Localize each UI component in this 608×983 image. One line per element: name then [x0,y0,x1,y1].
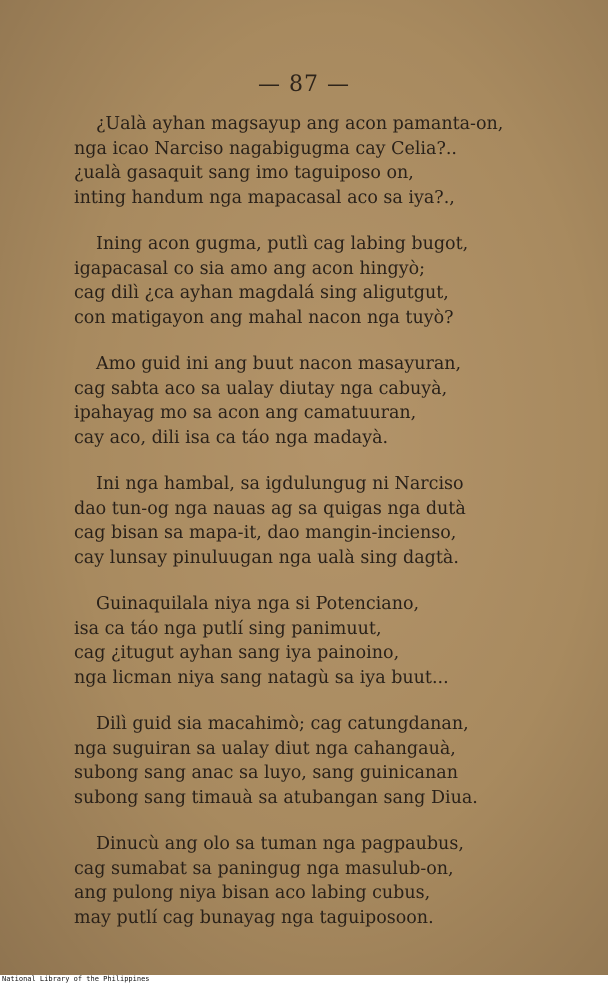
stanza-2 [74,232,554,330]
poem-line: dao tun-og nga nauas ag sa quigas nga dutà [74,498,466,519]
stanza-7 [74,832,554,930]
poem-line: isa ca táo nga putlí sing panimuut, [74,618,382,639]
poem-line: inting handum nga mapacasal aco sa iya?., [74,187,455,208]
poem-line: nga suguiran sa ualay diut nga cahangauà, [74,738,456,759]
poem-line: nga icao Narciso nagabigugma cay Celia?.. [74,138,457,159]
poem-line: ang pulong niya bisan aco labing cubus, [74,883,431,903]
poem-line: Ining acon gugma, putlì cag labing bugot, [96,234,469,254]
poem [74,112,554,952]
poem-line: Amo guid ini ang buut nacon masayuran, [96,354,462,374]
poem-line: cay aco, dili isa ca táo nga madayà. [74,427,389,448]
poem-line: cag bisan sa mapa-it, dao mangin-incienso, [74,523,457,543]
page-number: — 87 — [258,72,350,97]
poem-line: cag ¿itugut ayhan sang iya painoino, [74,643,400,663]
poem-line: cag dilì ¿ca ayhan magdalá sing aligutgut, [74,283,449,303]
poem-line: ¿ualà gasaquit sang imo taguiposo on, [74,163,414,183]
poem-line: con matigayon ang mahal nacon nga tuyò? [74,307,454,328]
poem-line: may putlí cag bunayag nga taguiposoon. [74,907,434,928]
poem-line: Guinaquilala niya nga si Potenciano, [96,594,420,614]
poem-line: nga licman niya sang natagù sa iya buut... [74,667,449,688]
stanza-4 [74,472,554,570]
poem-line: igapacasal co sia amo ang acon hingyò; [74,258,426,279]
poem-line: ¿Ualà ayhan magsayup ang acon pamanta-on, [96,114,504,134]
poem-line: subong sang timauà sa atubangan sang Diua. [74,787,478,808]
poem-line: cag sumabat sa paningug nga masulub-on, [74,858,454,879]
stanza-1 [74,112,554,210]
library-credit: National Library of the Philippines [2,975,606,983]
poem-line: subong sang anac sa luyo, sang guinicanan [74,763,458,783]
poem-line: Dilì guid sia macahimò; cag catungdanan, [96,714,469,734]
poem-line: Ini nga hambal, sa igdulungug ni Narciso [96,474,464,494]
poem-line: cay lunsay pinuluugan nga ualà sing dagtà. [74,547,459,568]
poem-line: Dinucù ang olo sa tuman nga pagpaubus, [96,834,464,854]
poem-line: ipahayag mo sa acon ang camatuuran, [74,403,417,423]
stanza-6 [74,712,554,810]
poem-line: cag sabta aco sa ualay diutay nga cabuyà, [74,378,448,399]
stanza-5 [74,592,554,690]
stanza-3 [74,352,554,450]
